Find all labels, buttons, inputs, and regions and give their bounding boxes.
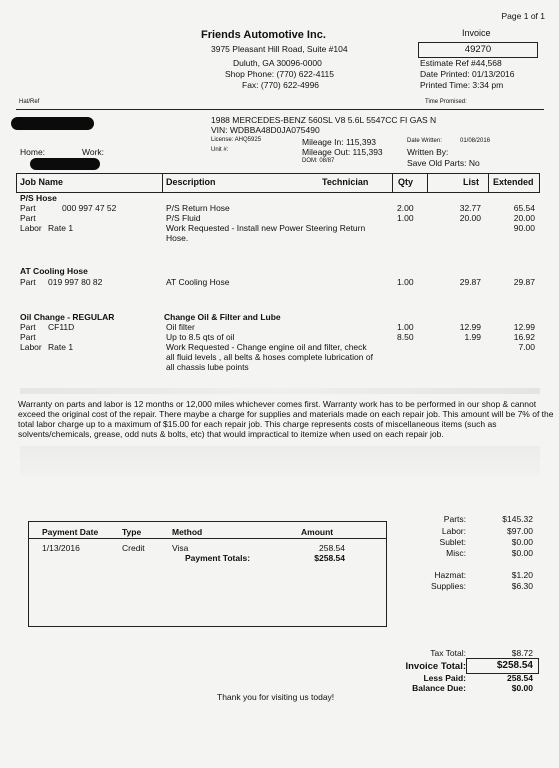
date-written-label: Date Written: [407,138,442,144]
company-fax: Fax: (770) 622-4996 [242,80,320,90]
col-job-name: Job Name [20,177,64,187]
line-type: Labor [20,342,42,352]
part-number: 000 997 47 52 [62,203,117,213]
home-phone-label: Home: [20,147,46,157]
summary-sublet-label: Sublet: [439,537,466,547]
job-title-description: Change Oil & Filter and Lube [164,312,281,322]
line-description: Hose. [166,233,189,243]
mileage-out: Mileage Out: 115,393 [302,147,383,157]
col-qty: Qty [398,177,414,187]
col-list: List [463,177,480,187]
summary-labor-value: $97.00 [507,526,533,536]
summary-hazmat-value: $1.20 [511,570,533,580]
time-promised-label: Time Promised: [425,99,467,105]
line-extended: 16.92 [513,332,535,342]
date-written: 01/08/2016 [460,138,491,144]
col-extended: Extended [493,177,534,187]
line-list: 20.00 [459,213,481,223]
payment-method: Visa [172,543,189,553]
line-type: Labor [20,223,42,233]
vehicle-dom: DOM: 08/87 [302,158,335,164]
company-address-1: 3975 Pleasant Hill Road, Suite #104 [211,44,348,54]
line-type: Part [20,213,36,223]
header-col-divider [162,173,163,192]
save-old-parts: Save Old Parts: No [407,158,480,168]
part-number: CF11D [48,322,75,332]
time-printed: Printed Time: 3:34 pm [420,80,504,90]
scan-bleed [20,446,540,476]
company-name: Friends Automotive Inc. [201,29,326,41]
line-extended: 7.00 [518,342,535,352]
summary-parts-label: Parts: [443,514,466,524]
job-name: AT Cooling Hose [20,266,88,276]
payment-col-date: Payment Date [42,527,99,537]
line-list: 32.77 [459,203,481,213]
line-extended: 90.00 [513,223,535,233]
job-name: Oil Change - REGULAR [20,312,115,322]
summary-supplies-label: Supplies: [431,581,466,591]
payment-amount: 258.54 [319,543,345,553]
summary-hazmat-label: Hazmat: [434,570,466,580]
job-name: P/S Hose [20,193,57,203]
items-table-header [16,173,540,193]
col-description: Description [166,177,216,187]
invoice-number-box [418,42,538,58]
labor-rate: Rate 1 [48,342,74,352]
summary-sublet-value: $0.00 [511,537,533,547]
invoice-total-label: Invoice Total: [405,661,466,672]
payment-date: 1/13/2016 [42,543,80,553]
less-paid-value: 258.54 [507,673,533,683]
line-description: Work Requested - Install new Power Steering Return [166,223,366,233]
invoice-label: Invoice [462,28,491,38]
invoice-number: 49270 [464,44,492,55]
vehicle-license: License: AHQ5925 [211,137,262,143]
payment-col-method: Method [172,527,203,537]
line-type: Part [20,332,36,342]
company-address-2: Duluth, GA 30096-0000 [233,58,322,68]
page-number: Page 1 of 1 [501,11,545,21]
tax-total-label: Tax Total: [430,648,466,658]
line-list: 12.99 [459,322,481,332]
balance-due-label: Balance Due: [412,683,466,693]
line-list: 29.87 [459,277,481,287]
summary-misc-label: Misc: [446,548,466,558]
written-by: Written By: [407,147,449,157]
header-col-divider [392,173,393,192]
hat-ref-label: Hat/Ref [19,99,40,105]
scan-bleed [20,388,540,394]
summary-parts-value: $145.32 [502,514,533,524]
summary-labor-label: Labor: [441,526,466,536]
payment-header-divider [28,538,386,539]
line-extended: 20.00 [513,213,535,223]
vehicle-vin: VIN: WDBBA48D0JA075490 [211,125,320,135]
warranty-line: solvents/chemicals, grease, odd nuts & bolts, etc) that would impractical to itemize when used on each repair job. [18,429,444,439]
part-number: 019 997 80 82 [48,277,103,287]
line-description: P/S Return Hose [166,203,230,213]
line-qty: 1.00 [397,213,414,223]
work-phone-label: Work: [82,147,105,157]
date-printed: Date Printed: 01/13/2016 [420,69,515,79]
summary-misc-value: $0.00 [511,548,533,558]
header-col-divider [488,173,489,192]
redacted-customer-name [11,117,94,130]
col-technician: Technician [322,177,369,187]
company-phone: Shop Phone: (770) 622-4115 [225,69,335,79]
line-type: Part [20,277,36,287]
tax-total-value: $8.72 [511,648,533,658]
invoice-total-value: $258.54 [496,660,533,671]
thank-you-note: Thank you for visiting us today! [217,692,335,702]
line-description: Work Requested - Change engine oil and filter, check [166,342,367,352]
line-qty: 8.50 [397,332,414,342]
line-description: AT Cooling Hose [166,277,230,287]
header-col-divider [427,173,428,192]
line-type: Part [20,203,36,213]
payment-type: Credit [122,543,145,553]
vehicle-description: 1988 MERCEDES-BENZ 560SL V8 5.6L 5547CC FI GAS N [211,115,437,125]
line-qty: 1.00 [397,322,414,332]
summary-supplies-value: $6.30 [511,581,533,591]
line-description: Up to 8.5 qts of oil [166,332,235,342]
line-extended: 65.54 [513,203,535,213]
line-qty: 1.00 [397,277,414,287]
redacted-customer-phone [30,158,100,170]
line-extended: 29.87 [513,277,535,287]
line-description: all chassis lube points [166,362,249,372]
line-description: all fluid levels , all belts & hoses complete lubrication of [166,352,373,362]
payment-totals-label: Payment Totals: [185,553,251,563]
line-list: 1.99 [464,332,481,342]
mileage-in: Mileage In: 115,393 [302,137,377,147]
line-description: Oil filter [166,322,195,332]
payment-totals-value: $258.54 [314,553,345,563]
line-extended: 12.99 [513,322,535,332]
line-qty: 2.00 [397,203,414,213]
payment-col-type: Type [122,527,142,537]
payment-col-amount: Amount [301,527,334,537]
estimate-ref: Estimate Ref #44,568 [420,58,502,68]
balance-due-value: $0.00 [511,683,533,693]
labor-rate: Rate 1 [48,223,74,233]
warranty-line: total labor charge up to a maximum of $15.00 for each repair job. This charge represents costs of miscellaneous items (such as [18,419,497,429]
warranty-line: Warranty on parts and labor is 12 months or 12,000 miles whichever comes first. Warranty work has to be performed in our shop & cannot [18,399,537,409]
warranty-line: exceed the original cost of the repair. There maybe a charge for supplies and materials made on each repair job. This amount will be 7% of the [18,409,554,419]
line-description: P/S Fluid [166,213,201,223]
less-paid-label: Less Paid: [423,673,466,683]
header-divider [16,109,544,110]
line-type: Part [20,322,36,332]
vehicle-unit: Unit #: [211,147,229,153]
